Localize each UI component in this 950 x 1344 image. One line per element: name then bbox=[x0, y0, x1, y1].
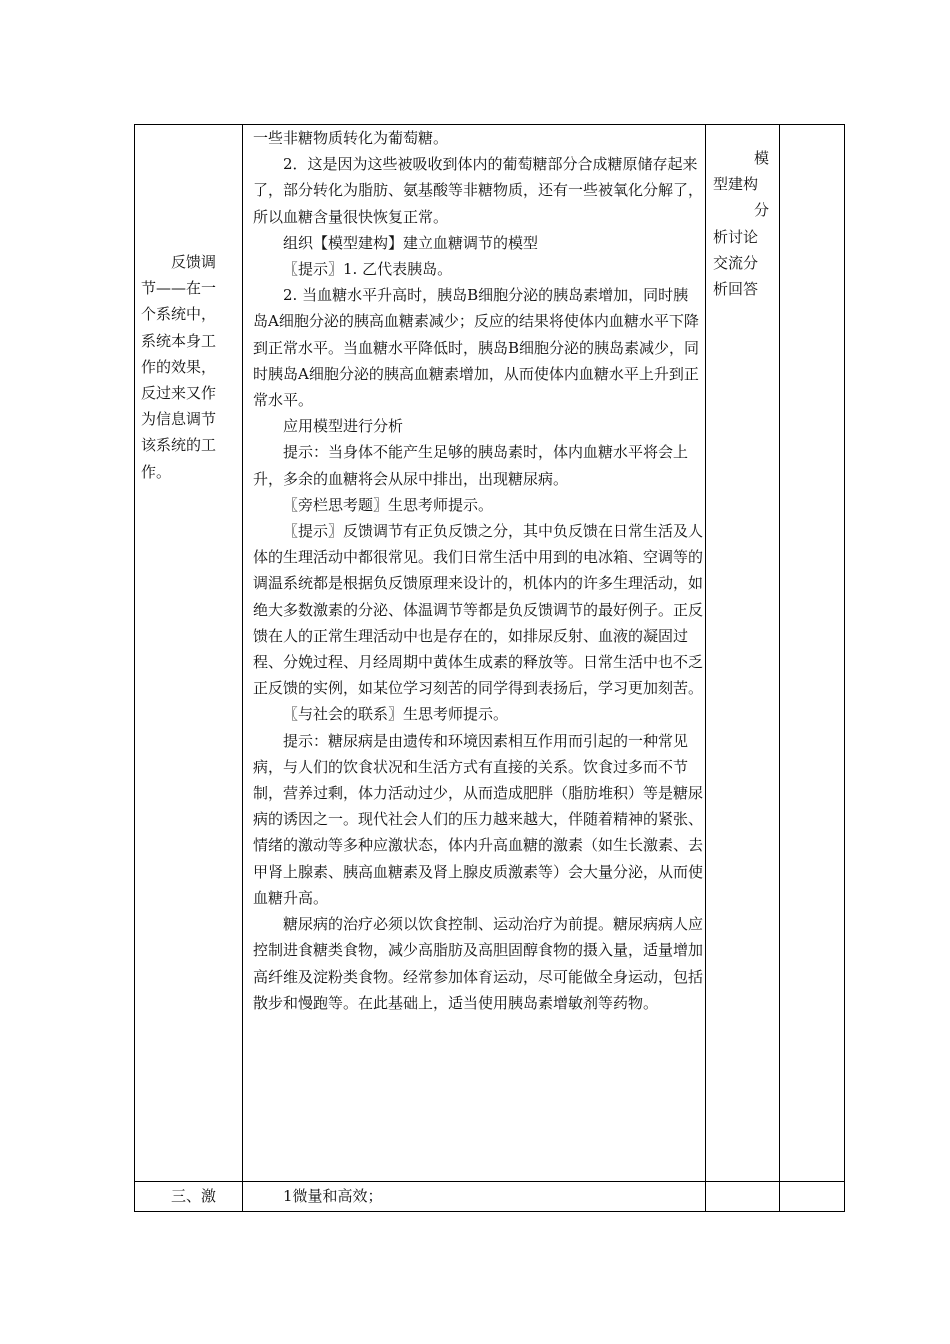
paragraph: 〖旁栏思考题〗生思考师提示。 bbox=[283, 495, 494, 514]
column-divider bbox=[779, 125, 780, 1211]
paragraph: 应用模型进行分析 bbox=[283, 417, 404, 436]
left-line: 作。 bbox=[141, 462, 172, 481]
paragraph: 糖尿病的治疗必须以饮食控制、运动治疗为前提。糖尿病病人应控制进食糖类食物，减少高脂肪及高胆固醇食物的摄入量，适量增加高纤维及淀粉类食物。经常参加体育运动，尽可能做全身运动，包括散步和慢跑等。在此基础上，适当使用胰岛素增敏剂等药物。 bbox=[253, 915, 704, 1012]
lesson-table bbox=[134, 124, 845, 1212]
method-line: 分 bbox=[753, 201, 769, 220]
left-line: 反过来又作 bbox=[141, 384, 217, 403]
column-divider bbox=[242, 125, 243, 1211]
section-three-label: 三、激 bbox=[171, 1187, 217, 1205]
method-line: 交流分 bbox=[713, 253, 759, 272]
left-line: 该系统的工 bbox=[141, 436, 217, 455]
left-line: 系统本身工 bbox=[141, 331, 217, 350]
method-line: 析讨论 bbox=[713, 227, 759, 246]
paragraph: 提示：糖尿病是由遗传和环境因素相互作用而引起的一种常见病，与人们的饮食状况和生活方式有直接的关系。饮食过多而不节制，营养过剩，体力活动过少，从而造成肥胖（脂肪堆积）等是糖尿病的诱因之一。现代社会人们的压力越来越大，伴随着精神的紧张、情绪的激动等多种应激状态，体内升高血糖的激素（如生长激素、去甲肾上腺素、胰高血糖素及肾上腺皮质激素等）会大量分泌，从而使血糖升高。 bbox=[253, 731, 704, 907]
paragraph: 〖与社会的联系〗生思考师提示。 bbox=[283, 705, 509, 724]
paragraph: 组织【模型建构】建立血糖调节的模型 bbox=[283, 233, 539, 252]
left-line: 节——在一 bbox=[141, 279, 217, 298]
section-three-text: 1微量和高效； bbox=[283, 1187, 383, 1205]
method-line: 析回答 bbox=[713, 280, 759, 299]
main-content bbox=[253, 125, 703, 1016]
paragraph: 提示：当身体不能产生足够的胰岛素时，体内血糖水平将会上升，多余的血糖将会从尿中排出，出现糖尿病。 bbox=[253, 443, 689, 488]
paragraph: 2. 当血糖水平升高时，胰岛B细胞分泌的胰岛素增加，同时胰岛A细胞分泌的胰高血糖素减少；反应的结果将使体内血糖水平下降到正常水平。当血糖水平降低时，胰岛B细胞分泌的胰岛素减少，同时胰岛A细胞分泌的胰高血糖素增加，从而使体内血糖水平上升到正常水平。 bbox=[253, 286, 700, 410]
method-line: 模 bbox=[753, 149, 769, 167]
left-column-text bbox=[141, 249, 237, 485]
left-line: 作的效果， bbox=[141, 357, 217, 376]
left-line: 个系统中， bbox=[141, 305, 217, 324]
column-divider bbox=[705, 125, 706, 1211]
row-divider bbox=[135, 1181, 844, 1182]
paragraph: 一些非糖物质转化为葡萄糖。 bbox=[253, 129, 449, 147]
left-line: 为信息调节 bbox=[141, 410, 217, 429]
paragraph: 〖提示〗1. 乙代表胰岛。 bbox=[283, 260, 453, 279]
paragraph: 〖提示〗反馈调节有正负反馈之分，其中负反馈在日常生活及人体的生理活动中都很常见。我们日常生活中用到的电冰箱、空调等的调温系统都是根据负反馈原理来设计的，机体内的许多生理活动，如绝大多数激素的分泌、体温调节等都是负反馈调节的最好例子。正反馈在人的正常生理活动中也是存在的，如排尿反射、血液的凝固过程、分娩过程、月经周期中黄体生成素的释放等。日常生活中也不乏正反馈的实例，如某位学习刻苦的同学得到表扬后，学习更加刻苦。 bbox=[253, 522, 704, 698]
left-line: 反馈调 bbox=[171, 253, 217, 271]
method-column-text bbox=[713, 145, 769, 302]
method-line: 型建构 bbox=[713, 175, 759, 194]
paragraph: 2．这是因为这些被吸收到体内的葡萄糖部分合成糖原储存起来了，部分转化为脂肪、氨基酸等非糖物质，还有一些被氧化分解了，所以血糖含量很快恢复正常。 bbox=[253, 155, 704, 226]
